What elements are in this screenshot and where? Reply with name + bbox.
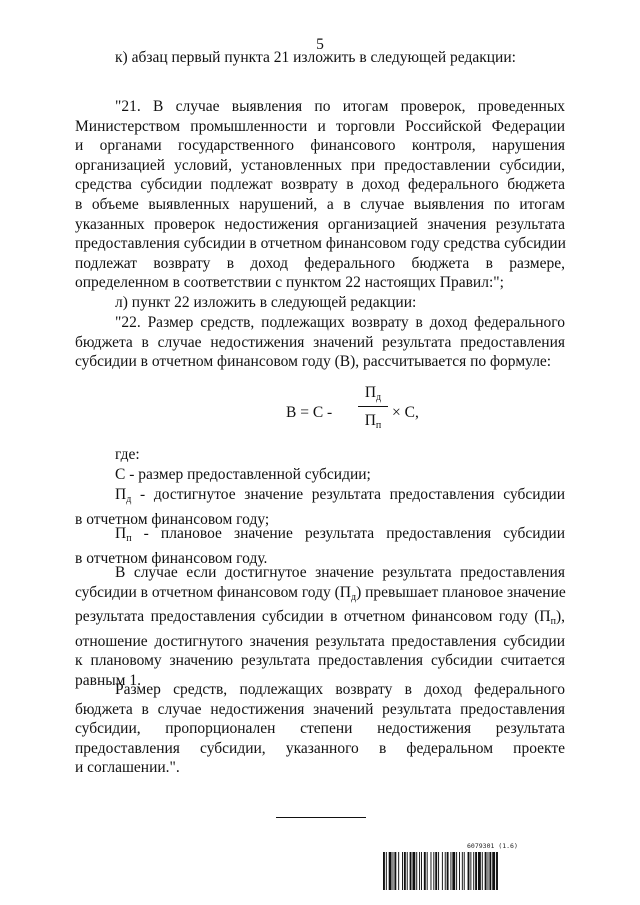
paragraph-l-line: л) пункт 22 изложить в следующей редакции: xyxy=(115,294,417,311)
barcode-bar xyxy=(468,852,470,890)
definition-pp: $П_п$ - плановое значение результата предоставления субсидии в отчетном финансовом году. xyxy=(75,525,565,567)
barcode-bar xyxy=(496,852,498,890)
barcode-bar xyxy=(427,852,428,890)
barcode-bar xyxy=(410,852,412,890)
paragraph-22 xyxy=(75,313,565,372)
barcode-bar xyxy=(404,852,406,890)
barcode-bar xyxy=(433,852,434,890)
paragraph-22-line: субсидии в отчетном финансовом году (В), рассчитывается по формуле: xyxy=(75,353,552,371)
barcode-bar xyxy=(470,852,471,890)
barcode-bar xyxy=(389,852,392,890)
barcode-bar xyxy=(431,852,432,890)
footer-rule xyxy=(276,817,366,818)
formula-lhs: В = С - xyxy=(286,404,333,421)
formula-numerator: $П_д$ xyxy=(364,384,382,403)
paragraph-21-line: организацией условий, установленных при предоставлении субсидии, xyxy=(75,156,565,174)
barcode-bar xyxy=(459,852,460,890)
paragraph-21 xyxy=(75,97,565,293)
barcode-bar xyxy=(489,852,491,890)
paragraph-21-line: предоставления субсидии в отчетном финансовом году средства субсидии xyxy=(75,235,566,253)
paragraph-refund-size: Размер средств, подлежащих возврату в доход федерального бюджета в случае недостижения значений результата предоставления субсидии, пропорционален степени недостижения результата предоставления субсидии, указанного в федеральном проекте и соглашении.". xyxy=(75,681,565,777)
document-code: 6079301 (1.6) xyxy=(467,842,518,850)
paragraph-21-line: определенном в соответствии с пунктом 22 настоящих Правил:"; xyxy=(75,274,504,292)
paragraph-excess: В случае если достигнутое значение результата предоставления субсидии в отчетном финансовом году $(П_д)$ превышает плановое значение результата предоставления субсидии в отчетном финансовом году $(П_п)$, отношение достигнутого значения результата предоставления субсидии к плановому значению результата предоставления субсидии считается равным 1. xyxy=(75,564,566,689)
barcode-bar xyxy=(475,852,477,890)
paragraph-22-line: "22. Размер средств, подлежащих возврату в доход федерального xyxy=(115,314,565,331)
fraction-bar xyxy=(358,406,388,407)
formula-denominator: $П_п$ xyxy=(364,412,382,431)
barcode-bar xyxy=(438,852,439,890)
paragraph-21-line: подлежат возврату в доход федерального бюджета в размере, xyxy=(75,254,565,272)
barcode-bar xyxy=(386,852,387,890)
definition-pd: $П_д$ - достигнутое значение результата предоставления субсидии в отчетном финансовом году; xyxy=(75,486,565,528)
barcode-bar xyxy=(492,852,495,890)
barcode-bar xyxy=(485,852,487,890)
where-label: где: xyxy=(115,446,140,463)
paragraph-21-line: в объеме выявленных нарушений, а в случае выявления по итогам xyxy=(75,195,565,213)
barcode-bar xyxy=(393,852,394,890)
formula-fraction xyxy=(358,382,388,431)
paragraph-21-line: и органами государственного финансового контроля, нарушения xyxy=(75,137,565,155)
barcode xyxy=(383,852,558,890)
barcode-bar xyxy=(456,852,457,890)
barcode-bar xyxy=(447,852,449,890)
paragraph-22-line: бюджета в случае недостижения значений результата предоставления xyxy=(75,333,565,351)
barcode-bar xyxy=(424,852,426,890)
barcode-bar xyxy=(419,852,420,890)
paragraph-k-line: к) абзац первый пункта 21 изложить в следующей редакции: xyxy=(115,49,516,66)
barcode-bar xyxy=(478,852,481,890)
page-number: 5 xyxy=(316,36,324,53)
barcode-bar xyxy=(435,852,437,890)
paragraph-21-line: "21. В случае выявления по итогам проверок, проведенных xyxy=(115,98,565,115)
barcode-bar xyxy=(482,852,483,890)
barcode-bar xyxy=(394,852,396,890)
barcode-bar xyxy=(398,852,399,890)
formula-rhs: × С, xyxy=(392,404,419,421)
paragraph-21-line: Министерством промышленности и торговли Российской Федерации xyxy=(75,117,565,135)
barcode-bar xyxy=(421,852,422,890)
barcode-bar xyxy=(412,852,415,890)
barcode-bar xyxy=(383,852,385,890)
paragraph-21-line: средства субсидии подлежат возврату в доход федерального бюджета xyxy=(75,176,565,194)
barcode-bar xyxy=(407,852,408,890)
barcode-bar xyxy=(442,852,443,890)
barcode-bar xyxy=(416,852,417,890)
barcode-bar xyxy=(402,852,403,890)
paragraph-k xyxy=(75,48,565,68)
barcode-bar xyxy=(445,852,446,890)
barcode-bar xyxy=(473,852,474,890)
paragraph-l xyxy=(75,293,565,313)
barcode-bar xyxy=(452,852,455,890)
barcode-bar xyxy=(488,852,489,890)
paragraph-21-line: указанных проверок недостижения организацией значения результата xyxy=(75,215,565,233)
barcode-bar xyxy=(464,852,465,890)
definition-c: С - размер предоставленной субсидии; xyxy=(115,466,371,483)
barcode-bar xyxy=(450,852,451,890)
barcode-bar xyxy=(462,852,463,890)
